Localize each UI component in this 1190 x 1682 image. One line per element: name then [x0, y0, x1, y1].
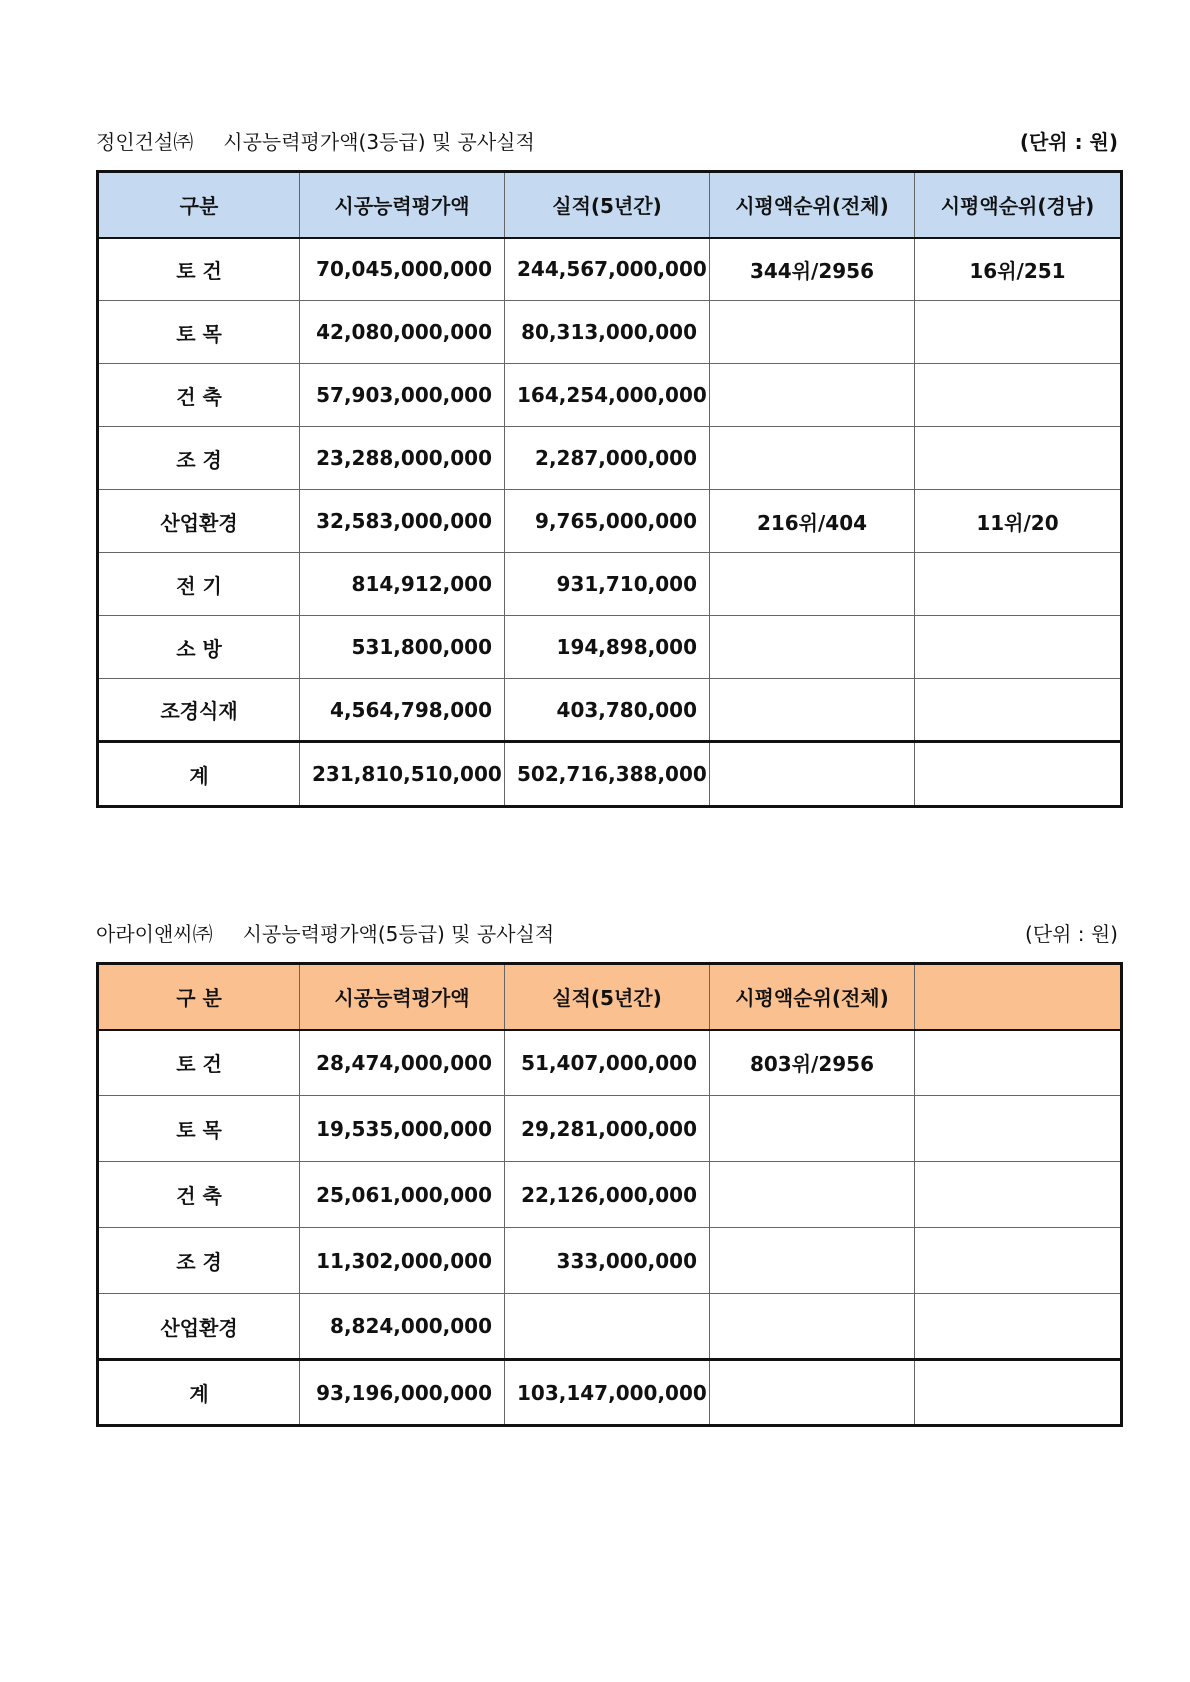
- cell-category: 조 경: [98, 1228, 300, 1294]
- section1-title: 시공능력평가액(3등급) 및 공사실적: [223, 129, 535, 154]
- cell-evaluation: 42,080,000,000: [300, 301, 505, 364]
- section2-title-group: [96, 918, 554, 947]
- cell-total-evaluation: 231,810,510,000: [300, 742, 505, 807]
- header-evaluation: 시공능력평가액: [300, 172, 505, 238]
- cell-evaluation: 19,535,000,000: [300, 1096, 505, 1162]
- section2-caption: [96, 916, 1118, 948]
- cell-performance: 29,281,000,000: [505, 1096, 710, 1162]
- header-performance: 실적(5년간): [505, 172, 710, 238]
- cell-evaluation: 814,912,000: [300, 553, 505, 616]
- cell-total-label: 계: [98, 742, 300, 807]
- header-empty: [915, 964, 1122, 1030]
- table-row: [98, 1030, 1122, 1096]
- cell-category: 산업환경: [98, 490, 300, 553]
- cell-evaluation: 23,288,000,000: [300, 427, 505, 490]
- section1-company: 정인건설㈜: [96, 129, 194, 154]
- cell-rank-all: [710, 553, 915, 616]
- table-total-row: [98, 1360, 1122, 1426]
- cell-rank-gyeongnam: [915, 616, 1122, 679]
- header-evaluation: 시공능력평가액: [300, 964, 505, 1030]
- cell-performance: 9,765,000,000: [505, 490, 710, 553]
- cell-category: 건 축: [98, 1162, 300, 1228]
- cell-evaluation: 25,061,000,000: [300, 1162, 505, 1228]
- cell-total-evaluation: 93,196,000,000: [300, 1360, 505, 1426]
- cell-performance: 931,710,000: [505, 553, 710, 616]
- cell-rank-all: [710, 364, 915, 427]
- header-category: 구 분: [98, 964, 300, 1030]
- table-row: [98, 1228, 1122, 1294]
- table-header-row: [98, 172, 1122, 238]
- table-row: [98, 427, 1122, 490]
- cell-rank-all: [710, 1294, 915, 1360]
- cell-evaluation: 70,045,000,000: [300, 238, 505, 301]
- cell-category: 전 기: [98, 553, 300, 616]
- header-rank-all: 시평액순위(전체): [710, 172, 915, 238]
- cell-category: 토 건: [98, 238, 300, 301]
- cell-rank-all: [710, 1096, 915, 1162]
- cell-category: 토 목: [98, 1096, 300, 1162]
- cell-performance: 403,780,000: [505, 679, 710, 742]
- cell-category: 조 경: [98, 427, 300, 490]
- cell-evaluation: 28,474,000,000: [300, 1030, 505, 1096]
- cell-performance: 2,287,000,000: [505, 427, 710, 490]
- cell-rank-gyeongnam: [915, 427, 1122, 490]
- cell-extra: [915, 1294, 1122, 1360]
- header-rank-gyeongnam: 시평액순위(경남): [915, 172, 1122, 238]
- cell-performance: 22,126,000,000: [505, 1162, 710, 1228]
- table-row: [98, 553, 1122, 616]
- section1-table: [96, 170, 1123, 808]
- cell-rank-gyeongnam: [915, 301, 1122, 364]
- cell-category: 토 목: [98, 301, 300, 364]
- table-total-row: [98, 742, 1122, 807]
- section1-caption: [96, 124, 1118, 156]
- section2-unit: (단위 : 원): [1024, 921, 1118, 946]
- cell-extra: [915, 1030, 1122, 1096]
- table-header-row: [98, 964, 1122, 1030]
- table-row: [98, 1162, 1122, 1228]
- cell-evaluation: 531,800,000: [300, 616, 505, 679]
- cell-category: 조경식재: [98, 679, 300, 742]
- cell-rank-all: [710, 1162, 915, 1228]
- cell-category: 소 방: [98, 616, 300, 679]
- cell-extra: [915, 1162, 1122, 1228]
- cell-total-rank-gyeongnam: [915, 742, 1122, 807]
- cell-category: 건 축: [98, 364, 300, 427]
- header-rank-all: 시평액순위(전체): [710, 964, 915, 1030]
- cell-total-performance: 502,716,388,000: [505, 742, 710, 807]
- cell-evaluation: 57,903,000,000: [300, 364, 505, 427]
- cell-total-rank-all: [710, 1360, 915, 1426]
- cell-evaluation: 11,302,000,000: [300, 1228, 505, 1294]
- table-row: [98, 238, 1122, 301]
- table-row: [98, 1294, 1122, 1360]
- cell-total-label: 계: [98, 1360, 300, 1426]
- cell-rank-all: [710, 679, 915, 742]
- cell-rank-all: 803위/2956: [710, 1030, 915, 1096]
- cell-total-extra: [915, 1360, 1122, 1426]
- cell-rank-all: [710, 616, 915, 679]
- cell-rank-gyeongnam: [915, 553, 1122, 616]
- cell-category: 산업환경: [98, 1294, 300, 1360]
- cell-extra: [915, 1096, 1122, 1162]
- table-row: [98, 1096, 1122, 1162]
- cell-rank-gyeongnam: 11위/20: [915, 490, 1122, 553]
- cell-total-performance: 103,147,000,000: [505, 1360, 710, 1426]
- section2-company: 아라이앤씨㈜: [96, 921, 213, 946]
- cell-rank-gyeongnam: [915, 679, 1122, 742]
- cell-performance: 164,254,000,000: [505, 364, 710, 427]
- cell-performance: [505, 1294, 710, 1360]
- cell-rank-all: [710, 1228, 915, 1294]
- header-performance: 실적(5년간): [505, 964, 710, 1030]
- cell-rank-all: 344위/2956: [710, 238, 915, 301]
- cell-evaluation: 8,824,000,000: [300, 1294, 505, 1360]
- header-category: 구분: [98, 172, 300, 238]
- cell-evaluation: 4,564,798,000: [300, 679, 505, 742]
- cell-total-rank-all: [710, 742, 915, 807]
- section1-unit: (단위 : 원): [1019, 129, 1118, 154]
- section1-title-group: [96, 126, 535, 155]
- section2-table: [96, 962, 1123, 1427]
- cell-performance: 51,407,000,000: [505, 1030, 710, 1096]
- cell-rank-gyeongnam: [915, 364, 1122, 427]
- cell-rank-all: [710, 301, 915, 364]
- table-row: [98, 301, 1122, 364]
- cell-performance: 244,567,000,000: [505, 238, 710, 301]
- cell-performance: 194,898,000: [505, 616, 710, 679]
- table-row: [98, 364, 1122, 427]
- cell-rank-gyeongnam: 16위/251: [915, 238, 1122, 301]
- cell-rank-all: [710, 427, 915, 490]
- table-row: [98, 616, 1122, 679]
- cell-rank-all: 216위/404: [710, 490, 915, 553]
- cell-performance: 80,313,000,000: [505, 301, 710, 364]
- table-row: [98, 679, 1122, 742]
- cell-extra: [915, 1228, 1122, 1294]
- table-row: [98, 490, 1122, 553]
- cell-category: 토 건: [98, 1030, 300, 1096]
- cell-performance: 333,000,000: [505, 1228, 710, 1294]
- cell-evaluation: 32,583,000,000: [300, 490, 505, 553]
- section2-title: 시공능력평가액(5등급) 및 공사실적: [242, 921, 555, 946]
